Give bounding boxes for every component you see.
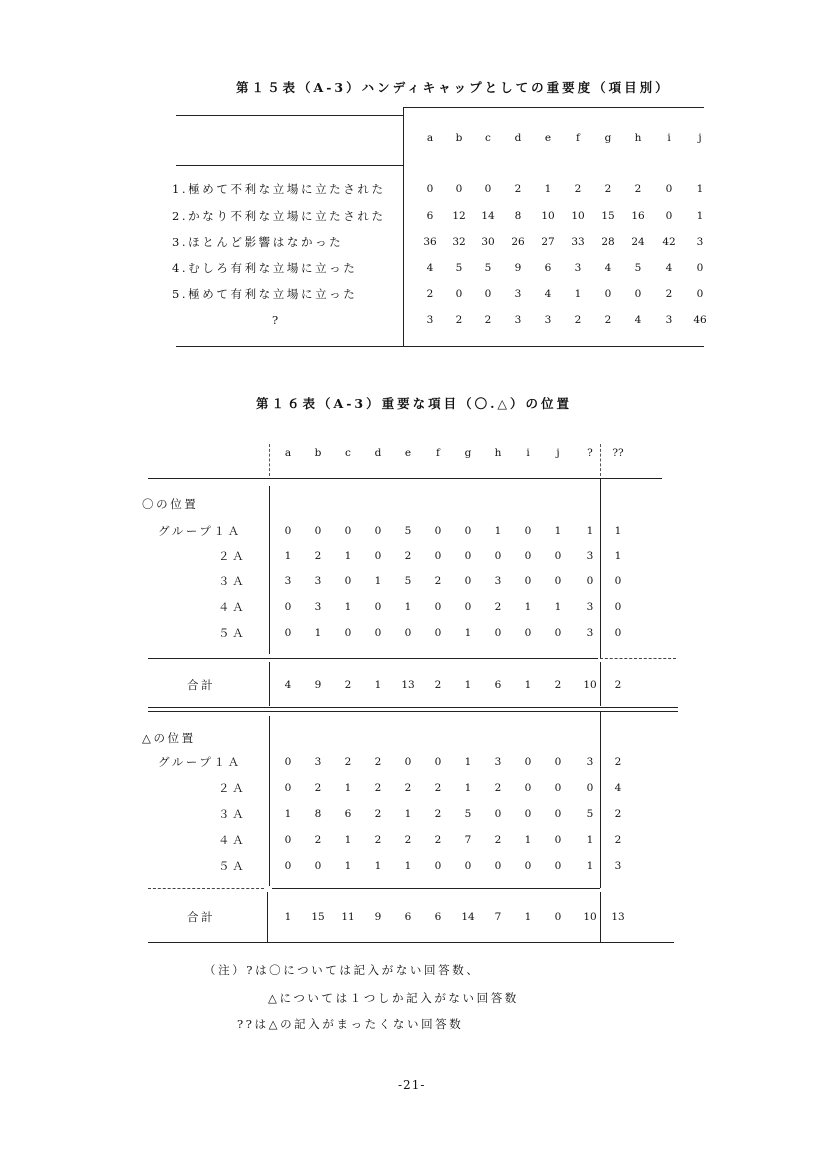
table15-cell: 33 bbox=[571, 236, 585, 248]
table16-triangle-total-dash bbox=[148, 888, 264, 889]
table16-cell: 1 bbox=[374, 860, 382, 872]
table16-cell: 0 bbox=[524, 782, 532, 794]
table16-total-label: 合計 bbox=[187, 678, 216, 692]
table16-total-cell: 14 bbox=[461, 911, 475, 923]
table15-cell: 2 bbox=[426, 288, 434, 300]
table16-cell: 0 bbox=[434, 550, 442, 562]
table16-total-cell: 0 bbox=[554, 911, 562, 923]
table16-row-label: グループ１Ａ bbox=[158, 524, 242, 538]
table15-cell: 0 bbox=[665, 210, 673, 222]
table15-cell: 46 bbox=[693, 314, 707, 326]
table16-cell: 1 bbox=[344, 601, 352, 613]
table15-column-header: a bbox=[426, 132, 434, 144]
table16-column-header: h bbox=[494, 447, 502, 459]
table16-cell: 2 bbox=[434, 575, 442, 587]
table15-cell: 1 bbox=[574, 288, 582, 300]
table15-bottom-rule bbox=[176, 346, 704, 347]
table15-cell: 9 bbox=[514, 262, 522, 274]
table16-cell: 0 bbox=[374, 627, 382, 639]
table15-row-label: 3.ほとんど影響はなかった bbox=[172, 235, 344, 249]
table16-cell: 0 bbox=[464, 601, 472, 613]
table15-column-header: d bbox=[514, 132, 522, 144]
table16-cell: 0 bbox=[284, 601, 292, 613]
table16-cell: 0 bbox=[554, 834, 562, 846]
table16-cell: 0 bbox=[404, 627, 412, 639]
table15-cell: 24 bbox=[631, 236, 645, 248]
table16-total-label: 合計 bbox=[187, 910, 216, 924]
table16-cell: 1 bbox=[586, 525, 594, 537]
table16-total-cell: 13 bbox=[401, 679, 415, 691]
table15-cell: 3 bbox=[696, 236, 704, 248]
table15-cell: 4 bbox=[634, 314, 642, 326]
table15-cell: 6 bbox=[426, 210, 434, 222]
table16-left-divider-triangle-total bbox=[267, 892, 268, 942]
table16-cell: 3 bbox=[494, 756, 502, 768]
table15-column-header: j bbox=[698, 132, 702, 144]
table15-cell: 5 bbox=[484, 262, 492, 274]
table16-cell: 0 bbox=[586, 575, 594, 587]
table15-cell: 32 bbox=[452, 236, 466, 248]
table16-column-header: f bbox=[436, 447, 440, 459]
table16-cell: 5 bbox=[404, 575, 412, 587]
table16-cell: 3 bbox=[586, 550, 594, 562]
table16-cell: 0 bbox=[434, 756, 442, 768]
table16-column-header: ? bbox=[587, 447, 593, 459]
table15-row-label: 4.むしろ有利な立場に立った bbox=[172, 261, 358, 275]
table16-cell: 1 bbox=[374, 575, 382, 587]
table16-cell: 1 bbox=[464, 782, 472, 794]
table16-total-cell: 10 bbox=[583, 911, 597, 923]
table16-cell: 5 bbox=[586, 808, 594, 820]
table15-cell: 4 bbox=[426, 262, 434, 274]
note-line-2: △については１つしか記入がない回答数 bbox=[268, 991, 519, 1005]
table16-section-double-rule bbox=[148, 707, 678, 712]
table16-cell: 0 bbox=[374, 550, 382, 562]
table16-cell: 3 bbox=[614, 860, 622, 872]
table15-row-label: ? bbox=[272, 313, 281, 327]
table16-header-dash bbox=[269, 444, 270, 476]
table16-cell: 1 bbox=[464, 756, 472, 768]
table16-cell: 1 bbox=[586, 860, 594, 872]
table16-cell: 2 bbox=[494, 601, 502, 613]
table15-row-label: 2.かなり不利な立場に立たされた bbox=[172, 209, 386, 223]
table16-total-cell: 2 bbox=[614, 679, 622, 691]
table16-triangle-total-rule bbox=[272, 888, 600, 889]
table16-total-cell: 13 bbox=[611, 911, 625, 923]
table16-cell: 1 bbox=[524, 601, 532, 613]
table15-cell: 2 bbox=[514, 183, 522, 195]
table16-triangle-heading: △の位置 bbox=[142, 731, 196, 745]
table15-cell: 0 bbox=[634, 288, 642, 300]
table15-cell: 0 bbox=[484, 183, 492, 195]
table16-cell: 1 bbox=[344, 834, 352, 846]
table16-column-header: g bbox=[464, 447, 472, 459]
table16-cell: 3 bbox=[284, 575, 292, 587]
table16-cell: 0 bbox=[434, 525, 442, 537]
table16-cell: 2 bbox=[314, 782, 322, 794]
table16-cell: 0 bbox=[314, 525, 322, 537]
table16-left-divider-triangle bbox=[269, 716, 270, 886]
table15-cell: 3 bbox=[426, 314, 434, 326]
table16-title: 第１６表（A-3）重要な項目（〇.△）の位置 bbox=[256, 396, 573, 411]
table16-row-label: ４Ａ bbox=[218, 600, 247, 614]
table15-cell: 0 bbox=[455, 288, 463, 300]
table16-left-divider-circle bbox=[269, 486, 270, 654]
table15-cell: 3 bbox=[665, 314, 673, 326]
table16-cell: 1 bbox=[524, 834, 532, 846]
table16-cell: 1 bbox=[586, 834, 594, 846]
table15-cell: 10 bbox=[541, 210, 555, 222]
table15-cell: 1 bbox=[696, 210, 704, 222]
table16-cell: 2 bbox=[404, 550, 412, 562]
table16-cell: 8 bbox=[314, 808, 322, 820]
table16-total-cell: 4 bbox=[284, 679, 292, 691]
table16-cell: 4 bbox=[614, 782, 622, 794]
table16-cell: 7 bbox=[464, 834, 472, 846]
table16-cell: 0 bbox=[464, 525, 472, 537]
table16-total-cell: 1 bbox=[524, 679, 532, 691]
table16-row-label: ２Ａ bbox=[218, 781, 247, 795]
table15-header-rule-lower bbox=[176, 165, 403, 166]
table16-cell: 1 bbox=[404, 601, 412, 613]
table16-cell: 1 bbox=[314, 627, 322, 639]
table16-total-cell: 6 bbox=[434, 911, 442, 923]
table16-cell: 0 bbox=[554, 550, 562, 562]
table16-column-header: c bbox=[345, 447, 351, 459]
table16-cell: 2 bbox=[434, 808, 442, 820]
table15-cell: 2 bbox=[604, 183, 612, 195]
table16-cell: 0 bbox=[464, 575, 472, 587]
table16-cell: 1 bbox=[284, 550, 292, 562]
table15-cell: 5 bbox=[634, 262, 642, 274]
table16-cell: 0 bbox=[494, 808, 502, 820]
table16-total-cell: 15 bbox=[311, 911, 325, 923]
table15-cell: 26 bbox=[511, 236, 525, 248]
table16-cell: 2 bbox=[614, 808, 622, 820]
table15-cell: 0 bbox=[665, 183, 673, 195]
table16-total-cell: 10 bbox=[583, 679, 597, 691]
table16-cell: 0 bbox=[554, 627, 562, 639]
page-number: -21- bbox=[398, 1078, 426, 1092]
table16-row-label: グループ１Ａ bbox=[158, 755, 242, 769]
table16-cell: 1 bbox=[344, 860, 352, 872]
table15-cell: 8 bbox=[514, 210, 522, 222]
table16-cell: 2 bbox=[494, 834, 502, 846]
table15-cell: 3 bbox=[544, 314, 552, 326]
table16-cell: 1 bbox=[554, 525, 562, 537]
table15-column-header: i bbox=[667, 132, 671, 144]
table15-cell: 2 bbox=[484, 314, 492, 326]
table15-cell: 15 bbox=[601, 210, 615, 222]
table16-cell: 2 bbox=[494, 782, 502, 794]
table16-cell: 0 bbox=[404, 756, 412, 768]
table16-cell: 2 bbox=[614, 756, 622, 768]
table15-cell: 0 bbox=[426, 183, 434, 195]
table16-total-cell: 2 bbox=[554, 679, 562, 691]
table15-cell: 2 bbox=[574, 183, 582, 195]
table15-divider bbox=[403, 107, 404, 347]
table15-column-header: b bbox=[455, 132, 463, 144]
table16-row-label: ４Ａ bbox=[218, 833, 247, 847]
table16-total-cell: 6 bbox=[404, 911, 412, 923]
table15-cell: 3 bbox=[574, 262, 582, 274]
table16-cell: 0 bbox=[374, 525, 382, 537]
table16-cell: 2 bbox=[614, 834, 622, 846]
table16-cell: 0 bbox=[344, 627, 352, 639]
table15-cell: 2 bbox=[455, 314, 463, 326]
table15-row-label: 5.極めて有利な立場に立った bbox=[172, 287, 358, 301]
table16-cell: 3 bbox=[314, 601, 322, 613]
table16-total-cell: 11 bbox=[341, 911, 355, 923]
table16-left-divider-circle-total bbox=[269, 662, 270, 706]
table16-column-header: ?? bbox=[612, 447, 624, 459]
table16-column-header: e bbox=[404, 447, 412, 459]
table15-cell: 10 bbox=[571, 210, 585, 222]
table16-row-label: ３Ａ bbox=[218, 807, 247, 821]
table16-cell: 1 bbox=[344, 782, 352, 794]
table16-cell: 1 bbox=[554, 601, 562, 613]
table15-column-header: f bbox=[576, 132, 580, 144]
table15-cell: 30 bbox=[481, 236, 495, 248]
table15-cell: 4 bbox=[665, 262, 673, 274]
table15-row-label: 1.極めて不利な立場に立たされた bbox=[172, 182, 386, 196]
table16-total-cell: 7 bbox=[494, 911, 502, 923]
table16-circle-total-dash bbox=[600, 658, 676, 659]
table16-cell: 0 bbox=[464, 860, 472, 872]
table16-cell: 2 bbox=[434, 782, 442, 794]
table16-total-cell: 2 bbox=[434, 679, 442, 691]
table16-cell: 1 bbox=[464, 627, 472, 639]
table15-header-rule-upper bbox=[176, 115, 403, 116]
table16-cell: 3 bbox=[314, 756, 322, 768]
table16-total-cell: 6 bbox=[494, 679, 502, 691]
table15-cell: 2 bbox=[574, 314, 582, 326]
table16-total-cell: 1 bbox=[464, 679, 472, 691]
table15-cell: 27 bbox=[541, 236, 555, 248]
table15-cell: 3 bbox=[514, 288, 522, 300]
table16-cell: 2 bbox=[404, 782, 412, 794]
table16-cell: 1 bbox=[344, 550, 352, 562]
table16-cell: 5 bbox=[464, 808, 472, 820]
table15-cell: 2 bbox=[634, 183, 642, 195]
note-line-1: （注）?は〇については記入がない回答数、 bbox=[204, 963, 481, 977]
table15-cell: 4 bbox=[544, 288, 552, 300]
table16-cell: 0 bbox=[494, 860, 502, 872]
table16-cell: 2 bbox=[374, 808, 382, 820]
table16-cell: 2 bbox=[374, 834, 382, 846]
table15-cell: 36 bbox=[423, 236, 437, 248]
table16-cell: 3 bbox=[586, 601, 594, 613]
table15-cell: 6 bbox=[544, 262, 552, 274]
note-line-3: ??は△の記入がまったくない回答数 bbox=[237, 1017, 464, 1031]
table16-cell: 0 bbox=[524, 627, 532, 639]
table15-cell: 0 bbox=[696, 288, 704, 300]
table16-cell: 0 bbox=[524, 756, 532, 768]
table16-total-cell: 9 bbox=[314, 679, 322, 691]
table15-cell: 0 bbox=[455, 183, 463, 195]
table16-cell: 0 bbox=[284, 525, 292, 537]
table15-column-header: c bbox=[485, 132, 491, 144]
table16-column-header: a bbox=[284, 447, 292, 459]
table16-cell: 6 bbox=[344, 808, 352, 820]
table16-bottom-rule bbox=[148, 942, 674, 943]
table15-cell: 0 bbox=[696, 262, 704, 274]
table16-total-cell: 1 bbox=[524, 911, 532, 923]
table15-cell: 42 bbox=[662, 236, 676, 248]
table16-column-header: b bbox=[314, 447, 322, 459]
table16-cell: 0 bbox=[284, 860, 292, 872]
table16-cell: 1 bbox=[404, 808, 412, 820]
table16-column-header: i bbox=[526, 447, 530, 459]
table16-circle-heading: 〇の位置 bbox=[142, 497, 199, 511]
table16-cell: 0 bbox=[524, 575, 532, 587]
table15-cell: 4 bbox=[604, 262, 612, 274]
table15-cell: 16 bbox=[631, 210, 645, 222]
table15-title: 第１５表（A-3）ハンディキャップとしての重要度（項目別） bbox=[236, 80, 671, 95]
table16-cell: 0 bbox=[284, 756, 292, 768]
table15-cell: 2 bbox=[665, 288, 673, 300]
table16-cell: 0 bbox=[284, 627, 292, 639]
table16-total-cell: 2 bbox=[344, 679, 352, 691]
table16-cell: 2 bbox=[374, 782, 382, 794]
table15-cell: 1 bbox=[696, 183, 704, 195]
table16-cell: 0 bbox=[614, 575, 622, 587]
table15-cell: 28 bbox=[601, 236, 615, 248]
table15-cell: 0 bbox=[604, 288, 612, 300]
table16-cell: 0 bbox=[344, 575, 352, 587]
table15-column-header: e bbox=[544, 132, 552, 144]
table15-cell: 1 bbox=[544, 183, 552, 195]
table16-cell: 5 bbox=[404, 525, 412, 537]
table16-cell: 0 bbox=[586, 782, 594, 794]
table16-cell: 3 bbox=[494, 575, 502, 587]
table15-cell: 0 bbox=[484, 288, 492, 300]
table16-cell: 1 bbox=[614, 550, 622, 562]
table16-cell: 3 bbox=[314, 575, 322, 587]
table16-cell: 0 bbox=[524, 550, 532, 562]
table15-cell: 14 bbox=[481, 210, 495, 222]
table16-cell: 0 bbox=[554, 808, 562, 820]
table16-cell: 0 bbox=[554, 782, 562, 794]
table16-total-cell: 1 bbox=[284, 911, 292, 923]
table16-cell: 0 bbox=[524, 860, 532, 872]
table16-cell: 2 bbox=[434, 834, 442, 846]
table16-cell: 0 bbox=[284, 782, 292, 794]
table15-top-rule bbox=[403, 107, 704, 108]
table16-cell: 0 bbox=[524, 808, 532, 820]
table15-column-header: g bbox=[604, 132, 612, 144]
table16-cell: 0 bbox=[434, 627, 442, 639]
table15-cell: 5 bbox=[455, 262, 463, 274]
table16-cell: 2 bbox=[344, 756, 352, 768]
table16-row-label: ５Ａ bbox=[218, 859, 247, 873]
table16-row-label: ５Ａ bbox=[218, 626, 247, 640]
table16-cell: 0 bbox=[434, 860, 442, 872]
table16-total-cell: 9 bbox=[374, 911, 382, 923]
table16-cell: 0 bbox=[554, 756, 562, 768]
table16-cell: 2 bbox=[374, 756, 382, 768]
table16-header-rule bbox=[148, 478, 662, 479]
table16-cell: 0 bbox=[434, 601, 442, 613]
table16-cell: 0 bbox=[614, 627, 622, 639]
table16-cell: 0 bbox=[614, 601, 622, 613]
table16-cell: 0 bbox=[494, 627, 502, 639]
table16-cell: 1 bbox=[614, 525, 622, 537]
table16-cell: 0 bbox=[314, 860, 322, 872]
table16-cell: 1 bbox=[494, 525, 502, 537]
table16-cell: 2 bbox=[404, 834, 412, 846]
table16-cell: 0 bbox=[554, 860, 562, 872]
table16-column-header: d bbox=[374, 447, 382, 459]
table15-cell: 12 bbox=[452, 210, 466, 222]
table16-cell: 0 bbox=[344, 525, 352, 537]
table15-cell: 2 bbox=[604, 314, 612, 326]
table16-cell: 3 bbox=[586, 627, 594, 639]
table16-circle-total-rule bbox=[148, 658, 598, 659]
table15-column-header: h bbox=[634, 132, 642, 144]
table16-cell: 0 bbox=[464, 550, 472, 562]
table16-total-cell: 1 bbox=[374, 679, 382, 691]
table16-cell: 1 bbox=[404, 860, 412, 872]
table16-row-label: ２Ａ bbox=[218, 549, 247, 563]
table16-cell: 0 bbox=[284, 834, 292, 846]
table16-cell: 0 bbox=[554, 575, 562, 587]
table16-cell: 0 bbox=[524, 525, 532, 537]
table16-cell: 2 bbox=[314, 550, 322, 562]
table15-cell: 3 bbox=[514, 314, 522, 326]
table16-cell: 0 bbox=[494, 550, 502, 562]
table16-cell: 0 bbox=[374, 601, 382, 613]
table16-column-header: j bbox=[556, 447, 560, 459]
table16-row-label: ３Ａ bbox=[218, 574, 247, 588]
table16-cell: 2 bbox=[314, 834, 322, 846]
table16-cell: 3 bbox=[586, 756, 594, 768]
table16-cell: 1 bbox=[284, 808, 292, 820]
